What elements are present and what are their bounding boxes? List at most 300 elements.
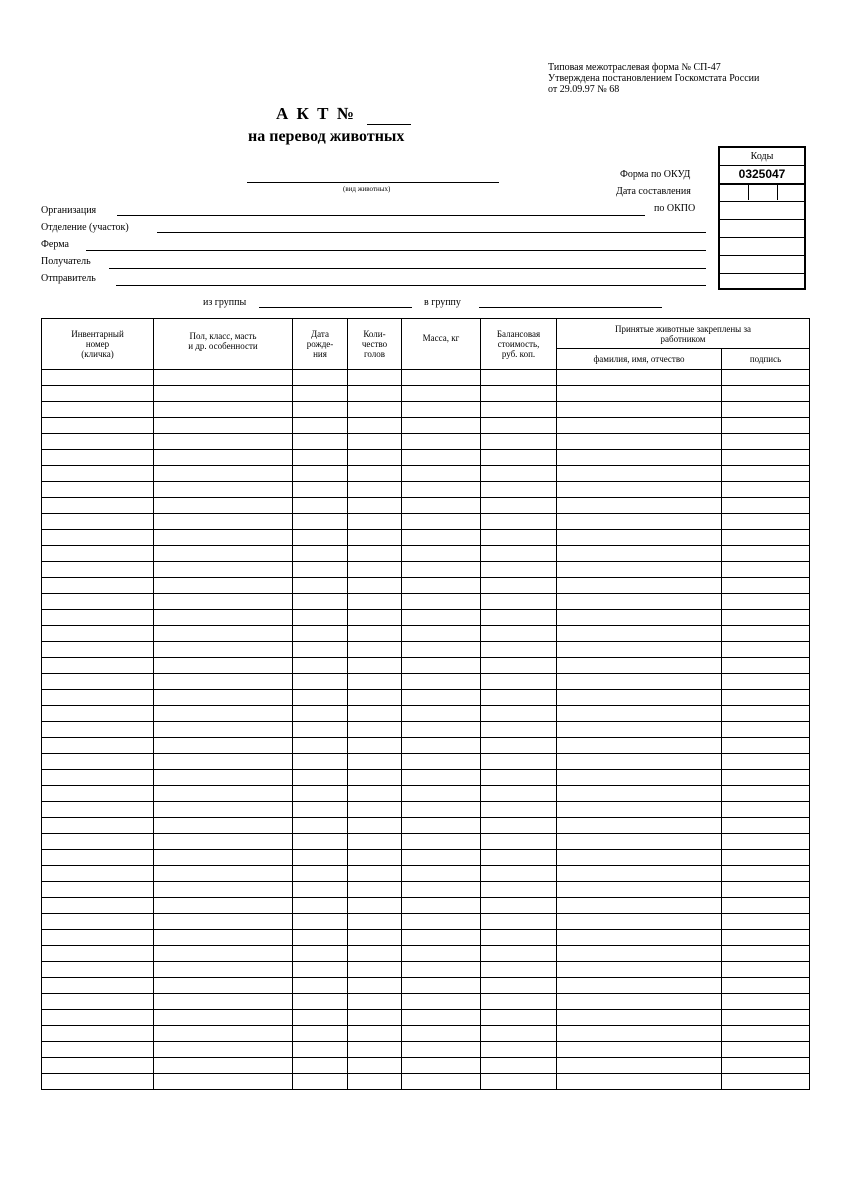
table-cell[interactable] <box>402 642 481 658</box>
table-cell[interactable] <box>293 978 348 994</box>
table-cell[interactable] <box>348 482 402 498</box>
table-cell[interactable] <box>557 610 722 626</box>
table-cell[interactable] <box>293 466 348 482</box>
table-cell[interactable] <box>293 754 348 770</box>
table-cell[interactable] <box>557 770 722 786</box>
table-cell[interactable] <box>42 402 154 418</box>
okpo-cell[interactable] <box>720 202 804 220</box>
table-cell[interactable] <box>42 1010 154 1026</box>
table-cell[interactable] <box>557 1026 722 1042</box>
table-cell[interactable] <box>42 802 154 818</box>
table-cell[interactable] <box>557 786 722 802</box>
table-cell[interactable] <box>481 594 557 610</box>
table-cell[interactable] <box>722 962 810 978</box>
table-cell[interactable] <box>481 898 557 914</box>
table-cell[interactable] <box>293 1010 348 1026</box>
table-cell[interactable] <box>154 818 293 834</box>
table-cell[interactable] <box>293 418 348 434</box>
table-cell[interactable] <box>557 946 722 962</box>
table-cell[interactable] <box>481 610 557 626</box>
sender-code-cell[interactable] <box>720 274 804 288</box>
table-cell[interactable] <box>557 514 722 530</box>
table-cell[interactable] <box>293 546 348 562</box>
table-cell[interactable] <box>402 466 481 482</box>
table-cell[interactable] <box>402 626 481 642</box>
table-cell[interactable] <box>154 882 293 898</box>
animal-kind-line[interactable] <box>247 182 499 183</box>
table-cell[interactable] <box>722 610 810 626</box>
table-cell[interactable] <box>293 738 348 754</box>
table-cell[interactable] <box>293 786 348 802</box>
table-cell[interactable] <box>722 770 810 786</box>
table-cell[interactable] <box>557 898 722 914</box>
table-cell[interactable] <box>557 434 722 450</box>
table-cell[interactable] <box>293 514 348 530</box>
table-cell[interactable] <box>42 546 154 562</box>
table-cell[interactable] <box>402 706 481 722</box>
table-cell[interactable] <box>42 786 154 802</box>
table-cell[interactable] <box>293 1042 348 1058</box>
table-cell[interactable] <box>42 610 154 626</box>
table-cell[interactable] <box>722 786 810 802</box>
table-cell[interactable] <box>481 802 557 818</box>
table-cell[interactable] <box>348 674 402 690</box>
recipient-field[interactable] <box>109 268 706 269</box>
table-cell[interactable] <box>722 466 810 482</box>
table-cell[interactable] <box>481 706 557 722</box>
table-cell[interactable] <box>481 1042 557 1058</box>
table-cell[interactable] <box>722 722 810 738</box>
table-cell[interactable] <box>402 786 481 802</box>
table-cell[interactable] <box>42 1042 154 1058</box>
to-group-field[interactable] <box>479 307 662 308</box>
table-cell[interactable] <box>557 562 722 578</box>
table-cell[interactable] <box>348 850 402 866</box>
table-cell[interactable] <box>348 610 402 626</box>
table-cell[interactable] <box>348 434 402 450</box>
table-cell[interactable] <box>348 706 402 722</box>
table-cell[interactable] <box>293 402 348 418</box>
table-cell[interactable] <box>42 946 154 962</box>
table-cell[interactable] <box>42 370 154 386</box>
from-group-field[interactable] <box>259 307 412 308</box>
table-cell[interactable] <box>481 1074 557 1090</box>
table-cell[interactable] <box>42 850 154 866</box>
table-cell[interactable] <box>42 514 154 530</box>
table-cell[interactable] <box>154 914 293 930</box>
table-cell[interactable] <box>722 386 810 402</box>
table-cell[interactable] <box>402 1074 481 1090</box>
table-cell[interactable] <box>348 642 402 658</box>
table-cell[interactable] <box>154 450 293 466</box>
table-cell[interactable] <box>348 786 402 802</box>
table-cell[interactable] <box>722 402 810 418</box>
table-cell[interactable] <box>154 674 293 690</box>
table-cell[interactable] <box>722 914 810 930</box>
table-cell[interactable] <box>154 994 293 1010</box>
table-cell[interactable] <box>42 706 154 722</box>
table-cell[interactable] <box>557 802 722 818</box>
table-cell[interactable] <box>293 674 348 690</box>
table-cell[interactable] <box>42 738 154 754</box>
table-cell[interactable] <box>557 1058 722 1074</box>
table-cell[interactable] <box>154 626 293 642</box>
table-cell[interactable] <box>42 1026 154 1042</box>
table-cell[interactable] <box>722 1074 810 1090</box>
table-cell[interactable] <box>481 818 557 834</box>
table-cell[interactable] <box>722 514 810 530</box>
table-cell[interactable] <box>722 882 810 898</box>
table-cell[interactable] <box>481 642 557 658</box>
table-cell[interactable] <box>348 562 402 578</box>
table-cell[interactable] <box>481 1058 557 1074</box>
table-cell[interactable] <box>42 962 154 978</box>
table-cell[interactable] <box>402 418 481 434</box>
table-cell[interactable] <box>402 962 481 978</box>
table-cell[interactable] <box>154 690 293 706</box>
farm-field[interactable] <box>86 250 706 251</box>
table-cell[interactable] <box>481 386 557 402</box>
table-cell[interactable] <box>154 434 293 450</box>
table-cell[interactable] <box>722 418 810 434</box>
table-cell[interactable] <box>722 562 810 578</box>
table-cell[interactable] <box>722 626 810 642</box>
table-cell[interactable] <box>722 1010 810 1026</box>
table-cell[interactable] <box>348 1026 402 1042</box>
table-cell[interactable] <box>722 578 810 594</box>
table-cell[interactable] <box>722 706 810 722</box>
date-cell[interactable] <box>720 185 804 202</box>
table-cell[interactable] <box>557 738 722 754</box>
table-cell[interactable] <box>557 834 722 850</box>
table-cell[interactable] <box>557 962 722 978</box>
table-cell[interactable] <box>402 434 481 450</box>
table-cell[interactable] <box>154 610 293 626</box>
table-cell[interactable] <box>154 594 293 610</box>
farm-code-cell[interactable] <box>720 238 804 256</box>
table-cell[interactable] <box>42 754 154 770</box>
table-cell[interactable] <box>154 802 293 818</box>
table-cell[interactable] <box>154 722 293 738</box>
table-cell[interactable] <box>481 834 557 850</box>
table-cell[interactable] <box>154 1074 293 1090</box>
table-cell[interactable] <box>402 994 481 1010</box>
table-cell[interactable] <box>154 754 293 770</box>
table-cell[interactable] <box>154 370 293 386</box>
table-cell[interactable] <box>481 850 557 866</box>
table-cell[interactable] <box>42 1074 154 1090</box>
table-cell[interactable] <box>293 882 348 898</box>
table-cell[interactable] <box>722 674 810 690</box>
table-cell[interactable] <box>293 658 348 674</box>
table-cell[interactable] <box>348 594 402 610</box>
table-cell[interactable] <box>722 834 810 850</box>
table-cell[interactable] <box>722 642 810 658</box>
table-cell[interactable] <box>481 738 557 754</box>
table-cell[interactable] <box>557 706 722 722</box>
table-cell[interactable] <box>402 482 481 498</box>
table-cell[interactable] <box>348 914 402 930</box>
table-cell[interactable] <box>293 594 348 610</box>
table-cell[interactable] <box>348 722 402 738</box>
table-cell[interactable] <box>722 930 810 946</box>
table-cell[interactable] <box>154 658 293 674</box>
table-cell[interactable] <box>293 802 348 818</box>
table-cell[interactable] <box>722 434 810 450</box>
table-cell[interactable] <box>402 530 481 546</box>
table-cell[interactable] <box>402 1010 481 1026</box>
table-cell[interactable] <box>557 626 722 642</box>
table-cell[interactable] <box>293 386 348 402</box>
table-cell[interactable] <box>557 418 722 434</box>
table-cell[interactable] <box>42 594 154 610</box>
table-cell[interactable] <box>293 994 348 1010</box>
table-cell[interactable] <box>722 658 810 674</box>
table-cell[interactable] <box>42 466 154 482</box>
table-cell[interactable] <box>481 402 557 418</box>
table-cell[interactable] <box>348 866 402 882</box>
table-cell[interactable] <box>348 1042 402 1058</box>
table-cell[interactable] <box>481 946 557 962</box>
table-cell[interactable] <box>154 482 293 498</box>
table-cell[interactable] <box>481 978 557 994</box>
table-cell[interactable] <box>348 930 402 946</box>
table-cell[interactable] <box>154 578 293 594</box>
recipient-code-cell[interactable] <box>720 256 804 274</box>
table-cell[interactable] <box>481 770 557 786</box>
organization-field[interactable] <box>117 215 645 216</box>
table-cell[interactable] <box>154 642 293 658</box>
table-cell[interactable] <box>154 770 293 786</box>
table-cell[interactable] <box>402 690 481 706</box>
table-cell[interactable] <box>293 626 348 642</box>
table-cell[interactable] <box>722 994 810 1010</box>
table-cell[interactable] <box>154 946 293 962</box>
table-cell[interactable] <box>154 498 293 514</box>
table-cell[interactable] <box>348 802 402 818</box>
table-cell[interactable] <box>557 450 722 466</box>
table-cell[interactable] <box>402 402 481 418</box>
table-cell[interactable] <box>154 978 293 994</box>
table-cell[interactable] <box>42 722 154 738</box>
table-cell[interactable] <box>557 930 722 946</box>
table-cell[interactable] <box>402 610 481 626</box>
table-cell[interactable] <box>557 674 722 690</box>
table-cell[interactable] <box>42 818 154 834</box>
table-cell[interactable] <box>722 482 810 498</box>
table-cell[interactable] <box>481 418 557 434</box>
table-cell[interactable] <box>348 882 402 898</box>
table-cell[interactable] <box>293 962 348 978</box>
table-cell[interactable] <box>557 1042 722 1058</box>
table-cell[interactable] <box>293 722 348 738</box>
table-cell[interactable] <box>293 818 348 834</box>
table-cell[interactable] <box>42 1058 154 1074</box>
table-cell[interactable] <box>154 466 293 482</box>
table-cell[interactable] <box>293 1058 348 1074</box>
table-cell[interactable] <box>557 850 722 866</box>
table-cell[interactable] <box>557 498 722 514</box>
table-cell[interactable] <box>348 418 402 434</box>
table-cell[interactable] <box>557 690 722 706</box>
table-cell[interactable] <box>42 498 154 514</box>
table-cell[interactable] <box>402 946 481 962</box>
table-cell[interactable] <box>348 978 402 994</box>
table-cell[interactable] <box>481 1026 557 1042</box>
table-cell[interactable] <box>481 514 557 530</box>
department-field[interactable] <box>157 232 706 233</box>
table-cell[interactable] <box>402 914 481 930</box>
table-cell[interactable] <box>293 1074 348 1090</box>
table-cell[interactable] <box>722 370 810 386</box>
table-cell[interactable] <box>557 530 722 546</box>
table-cell[interactable] <box>402 562 481 578</box>
table-cell[interactable] <box>293 866 348 882</box>
table-cell[interactable] <box>154 402 293 418</box>
table-cell[interactable] <box>402 898 481 914</box>
table-cell[interactable] <box>402 802 481 818</box>
table-cell[interactable] <box>557 882 722 898</box>
table-cell[interactable] <box>481 690 557 706</box>
table-cell[interactable] <box>481 882 557 898</box>
table-cell[interactable] <box>42 386 154 402</box>
table-cell[interactable] <box>722 690 810 706</box>
table-cell[interactable] <box>557 866 722 882</box>
table-cell[interactable] <box>348 1074 402 1090</box>
table-cell[interactable] <box>348 498 402 514</box>
table-cell[interactable] <box>722 546 810 562</box>
table-cell[interactable] <box>402 850 481 866</box>
table-cell[interactable] <box>293 1026 348 1042</box>
table-cell[interactable] <box>348 578 402 594</box>
table-cell[interactable] <box>722 594 810 610</box>
table-cell[interactable] <box>722 818 810 834</box>
table-cell[interactable] <box>348 962 402 978</box>
table-cell[interactable] <box>154 930 293 946</box>
table-cell[interactable] <box>293 690 348 706</box>
table-cell[interactable] <box>481 450 557 466</box>
table-cell[interactable] <box>42 450 154 466</box>
table-cell[interactable] <box>42 434 154 450</box>
table-cell[interactable] <box>293 834 348 850</box>
table-cell[interactable] <box>402 578 481 594</box>
table-cell[interactable] <box>722 802 810 818</box>
table-cell[interactable] <box>42 914 154 930</box>
table-cell[interactable] <box>481 914 557 930</box>
table-cell[interactable] <box>481 546 557 562</box>
table-cell[interactable] <box>722 738 810 754</box>
table-cell[interactable] <box>154 706 293 722</box>
table-cell[interactable] <box>293 450 348 466</box>
table-cell[interactable] <box>481 562 557 578</box>
table-cell[interactable] <box>348 370 402 386</box>
table-cell[interactable] <box>42 674 154 690</box>
table-cell[interactable] <box>154 514 293 530</box>
table-cell[interactable] <box>293 914 348 930</box>
table-cell[interactable] <box>348 658 402 674</box>
table-cell[interactable] <box>481 626 557 642</box>
table-cell[interactable] <box>293 706 348 722</box>
table-cell[interactable] <box>557 754 722 770</box>
table-cell[interactable] <box>402 770 481 786</box>
table-cell[interactable] <box>293 530 348 546</box>
table-cell[interactable] <box>348 450 402 466</box>
table-cell[interactable] <box>348 834 402 850</box>
table-cell[interactable] <box>402 594 481 610</box>
table-cell[interactable] <box>557 402 722 418</box>
table-cell[interactable] <box>481 866 557 882</box>
sender-field[interactable] <box>116 285 706 286</box>
table-cell[interactable] <box>154 786 293 802</box>
table-cell[interactable] <box>402 658 481 674</box>
table-cell[interactable] <box>481 962 557 978</box>
table-cell[interactable] <box>557 386 722 402</box>
table-cell[interactable] <box>481 994 557 1010</box>
table-cell[interactable] <box>402 498 481 514</box>
table-cell[interactable] <box>42 834 154 850</box>
table-cell[interactable] <box>402 818 481 834</box>
table-cell[interactable] <box>154 1058 293 1074</box>
table-cell[interactable] <box>348 690 402 706</box>
table-cell[interactable] <box>348 466 402 482</box>
table-cell[interactable] <box>42 994 154 1010</box>
table-cell[interactable] <box>42 626 154 642</box>
table-cell[interactable] <box>557 914 722 930</box>
table-cell[interactable] <box>402 514 481 530</box>
table-cell[interactable] <box>481 578 557 594</box>
table-cell[interactable] <box>722 850 810 866</box>
table-cell[interactable] <box>154 562 293 578</box>
table-cell[interactable] <box>154 898 293 914</box>
table-cell[interactable] <box>402 1058 481 1074</box>
table-cell[interactable] <box>402 1042 481 1058</box>
table-cell[interactable] <box>42 882 154 898</box>
table-cell[interactable] <box>154 850 293 866</box>
table-cell[interactable] <box>402 866 481 882</box>
table-cell[interactable] <box>293 370 348 386</box>
table-cell[interactable] <box>557 1010 722 1026</box>
table-cell[interactable] <box>154 1026 293 1042</box>
table-cell[interactable] <box>402 738 481 754</box>
department-code-cell[interactable] <box>720 220 804 238</box>
table-cell[interactable] <box>42 866 154 882</box>
table-cell[interactable] <box>154 962 293 978</box>
table-cell[interactable] <box>481 370 557 386</box>
table-cell[interactable] <box>481 674 557 690</box>
table-cell[interactable] <box>722 754 810 770</box>
table-cell[interactable] <box>154 834 293 850</box>
table-cell[interactable] <box>293 898 348 914</box>
table-cell[interactable] <box>293 946 348 962</box>
table-cell[interactable] <box>557 658 722 674</box>
table-cell[interactable] <box>557 642 722 658</box>
table-cell[interactable] <box>722 866 810 882</box>
table-cell[interactable] <box>293 482 348 498</box>
table-cell[interactable] <box>348 546 402 562</box>
table-cell[interactable] <box>293 562 348 578</box>
table-cell[interactable] <box>293 578 348 594</box>
table-cell[interactable] <box>481 754 557 770</box>
table-cell[interactable] <box>557 978 722 994</box>
table-cell[interactable] <box>557 818 722 834</box>
table-cell[interactable] <box>722 450 810 466</box>
table-cell[interactable] <box>348 626 402 642</box>
table-cell[interactable] <box>42 530 154 546</box>
table-cell[interactable] <box>402 546 481 562</box>
table-cell[interactable] <box>722 946 810 962</box>
table-cell[interactable] <box>481 1010 557 1026</box>
table-cell[interactable] <box>402 1026 481 1042</box>
